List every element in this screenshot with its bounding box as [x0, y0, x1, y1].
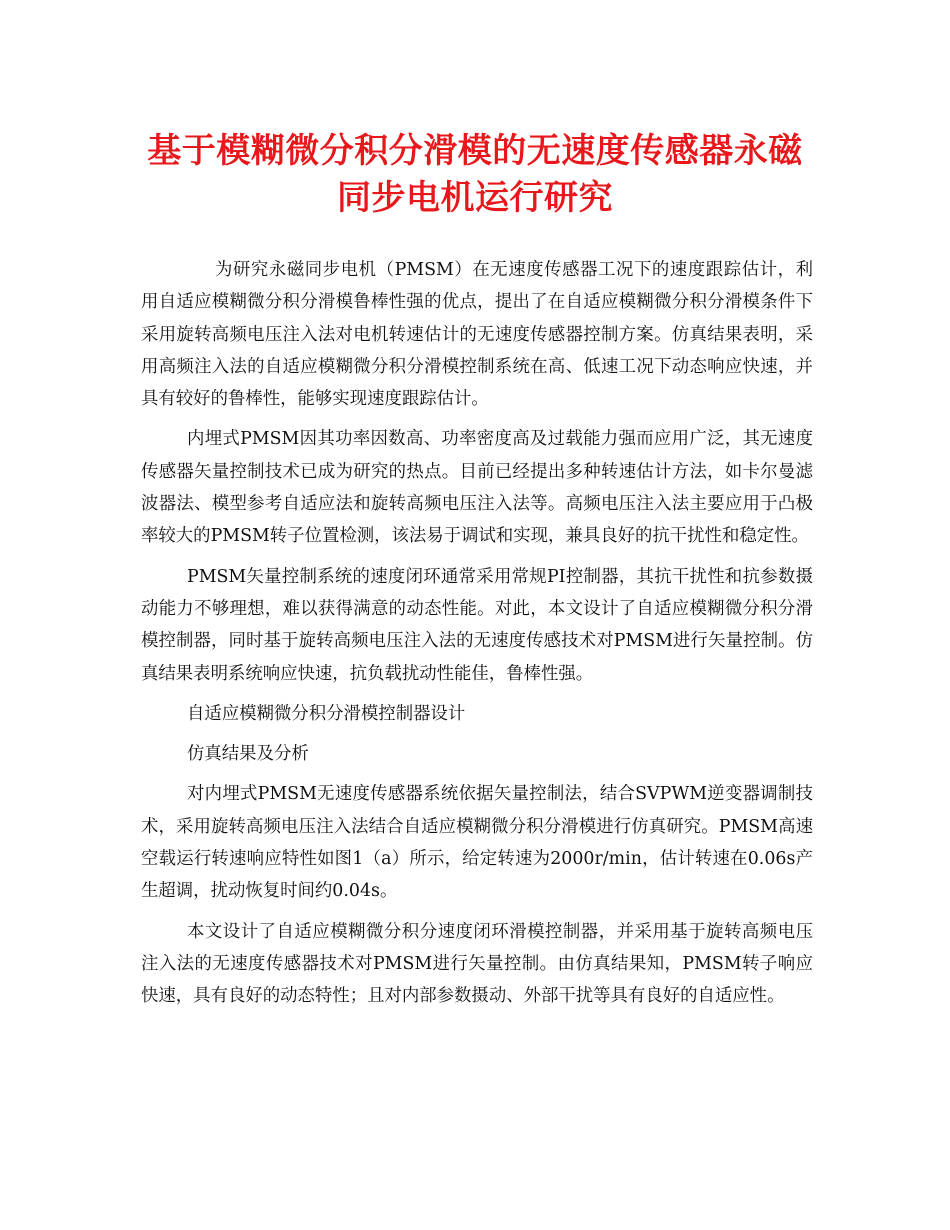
title-line-1: 基于模糊微分积分滑模的无速度传感器永磁 — [147, 131, 803, 171]
conclusion-paragraph: 本文设计了自适应模糊微分积分速度闭环滑模控制器，并采用基于旋转高频电压注入法的无速度传感器技术对PMSM进行矢量控制。由仿真结果知，PMSM转子响应快速，具有良好的动态特性；且对内部参数摄动、外部干扰等具有良好的自适应性。 — [141, 921, 813, 1007]
simulation-paragraph: 对内埋式PMSM无速度传感器系统依据矢量控制法，结合SVPWM逆变器调制技术，采用旋转高频电压注入法结合自适应模糊微分积分滑模进行仿真研究。PMSM高速空载运行转速响应特性如图1（a）所示，给定转速为2000r/min，估计转速在0.06s产生超调，扰动恢复时间约0.04s。 — [141, 784, 813, 902]
section-heading-simulation: 仿真结果及分析 — [187, 744, 309, 765]
title-line-2: 同步电机运行研究 — [337, 178, 613, 218]
document-body — [141, 254, 813, 1021]
abstract-paragraph: 为研究永磁同步电机（PMSM）在无速度传感器工况下的速度跟踪估计，利用自适应模糊微分积分滑模鲁棒性强的优点，提出了在自适应模糊微分积分滑模条件下采用旋转高频电压注入法对电机转速估计的无速度传感器控制方案。仿真结果表明，采用高频注入法的自适应模糊微分积分滑模控制系统在高、低速工况下动态响应快速，并具有较好的鲁棒性，能够实现速度跟踪估计。 — [141, 260, 813, 410]
document-title — [120, 128, 830, 222]
section-heading-controller: 自适应模糊微分积分滑模控制器设计 — [187, 703, 466, 724]
intro-paragraph: 内埋式PMSM因其功率因数高、功率密度高及过载能力强而应用广泛，其无速度传感器矢量控制技术已成为研究的热点。目前已经提出多种转速估计方法，如卡尔曼滤波器法、模型参考自适应法和旋转高频电压注入法等。高频电压注入法主要应用于凸极率较大的PMSM转子位置检测，该法易于调试和实现，兼具良好的抗干扰性和稳定性。 — [141, 429, 813, 547]
method-paragraph: PMSM矢量控制系统的速度闭环通常采用常规PI控制器，其抗干扰性和抗参数摄动能力不够理想，难以获得满意的动态性能。对此，本文设计了自适应模糊微分积分滑模控制器，同时基于旋转高频电压注入法的无速度传感技术对PMSM进行矢量控制。仿真结果表明系统响应快速，抗负载扰动性能佳，鲁棒性强。 — [141, 566, 813, 684]
